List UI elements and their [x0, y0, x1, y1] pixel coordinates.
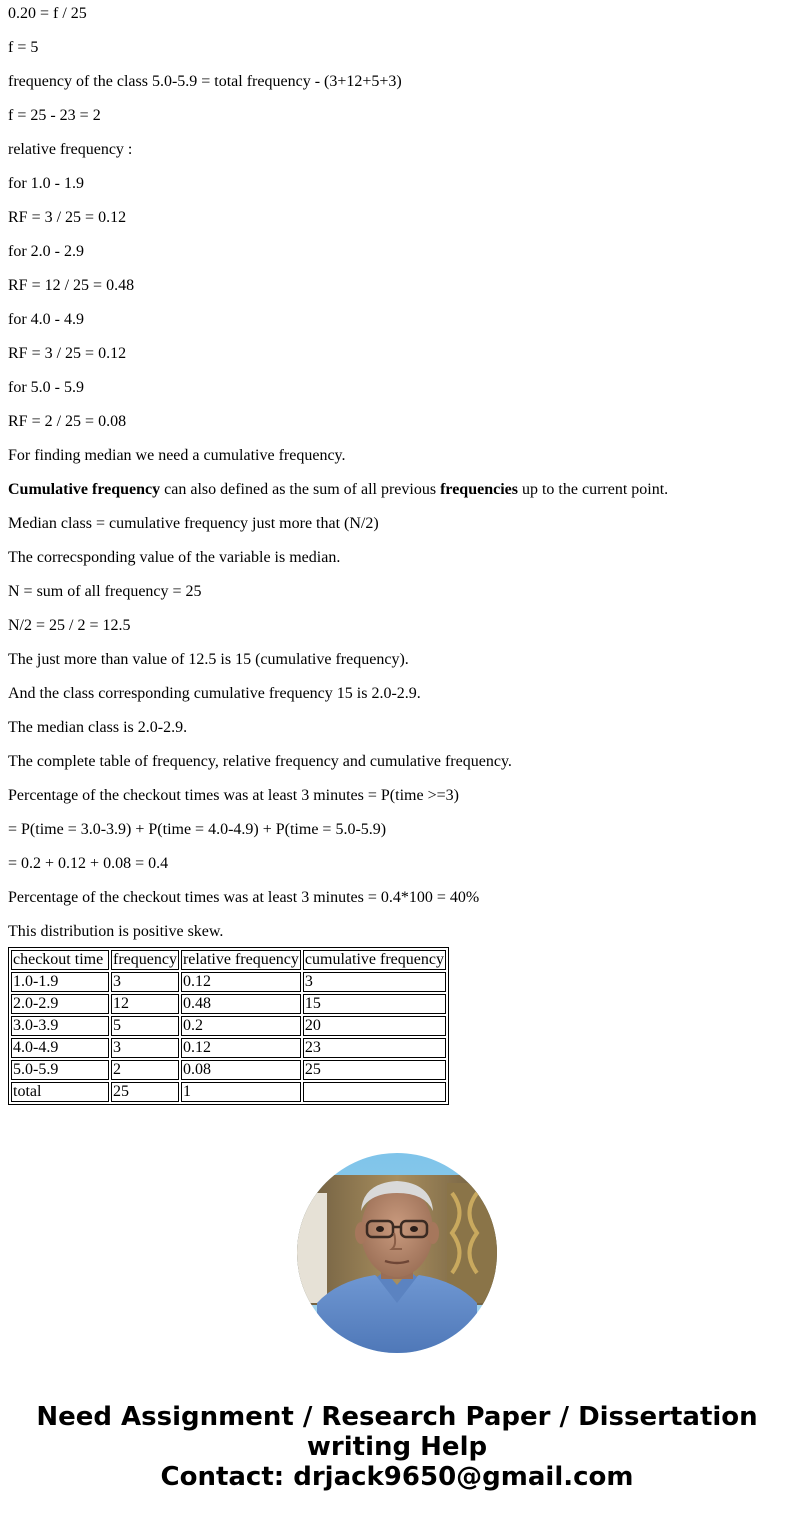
solution-content — [8, 0, 786, 1105]
table-header-cell: cumulative frequency — [304, 951, 444, 968]
table-cell: 3 — [111, 972, 179, 992]
solution-line: 0.20 = f / 25 — [8, 5, 87, 22]
solution-line: RF = 3 / 25 = 0.12 — [8, 209, 127, 226]
avatar — [297, 1153, 497, 1353]
table-cell: 3.0-3.9 — [11, 1016, 109, 1036]
table-row — [11, 1038, 446, 1058]
promo-line: Need Assignment / Research Paper / Dissertation — [36, 1402, 758, 1432]
table-cell: 5 — [111, 1016, 179, 1036]
table-header-cell: frequency — [113, 951, 177, 968]
solution-line: And the class corresponding cumulative frequency 15 is 2.0-2.9. — [8, 685, 421, 702]
solution-line: The just more than value of 12.5 is 15 (cumulative frequency). — [8, 651, 409, 668]
table-row — [11, 994, 446, 1014]
table-cell: 0.08 — [181, 1060, 301, 1080]
table-cell: 0.2 — [181, 1016, 301, 1036]
promo-banner — [0, 1402, 794, 1492]
solution-line: for 5.0 - 5.9 — [8, 379, 84, 396]
solution-line: The median class is 2.0-2.9. — [8, 719, 188, 736]
table-cell: 0.12 — [181, 972, 301, 992]
solution-line: for 4.0 - 4.9 — [8, 311, 84, 328]
solution-line: The correcsponding value of the variable is median. — [8, 549, 341, 566]
table-cell: 0.12 — [181, 1038, 301, 1058]
table-cell: 1.0-1.9 — [11, 972, 109, 992]
definition-term: frequencies — [440, 481, 518, 498]
table-header-row — [11, 950, 446, 970]
solution-line: f = 25 - 23 = 2 — [8, 107, 101, 124]
table-cell: 20 — [303, 1016, 446, 1036]
solution-line: The complete table of frequency, relative frequency and cumulative frequency. — [8, 753, 512, 770]
table-cell: 2.0-2.9 — [11, 994, 109, 1014]
solution-line: This distribution is positive skew. — [8, 923, 224, 940]
solution-line: relative frequency : — [8, 141, 133, 158]
solution-line: Percentage of the checkout times was at least 3 minutes = 0.4*100 = 40% — [8, 889, 480, 906]
solution-line: RF = 2 / 25 = 0.08 — [8, 413, 127, 430]
table-row — [11, 1060, 446, 1080]
solution-line: for 1.0 - 1.9 — [8, 175, 84, 192]
table-cell: 25 — [111, 1082, 179, 1102]
solution-line: RF = 3 / 25 = 0.12 — [8, 345, 127, 362]
solution-line: for 2.0 - 2.9 — [8, 243, 84, 260]
table-cell: total — [11, 1082, 109, 1102]
promo-contact: Contact: drjack9650@gmail.com — [160, 1462, 634, 1492]
table-row — [11, 1016, 446, 1036]
table-cell: 0.48 — [181, 994, 301, 1014]
table-row — [11, 972, 446, 992]
definition-text: can also defined as the sum of all previous — [160, 481, 441, 498]
table-cell: 23 — [303, 1038, 446, 1058]
table-cell: 25 — [303, 1060, 446, 1080]
solution-line: For finding median we need a cumulative frequency. — [8, 447, 346, 464]
table-cell — [303, 1082, 446, 1102]
solution-line: N/2 = 25 / 2 = 12.5 — [8, 617, 131, 634]
cumulative-frequency-definition — [8, 476, 786, 510]
solution-line: f = 5 — [8, 39, 39, 56]
table-row — [11, 1082, 446, 1102]
solution-line: Percentage of the checkout times was at least 3 minutes = P(time >=3) — [8, 787, 459, 804]
table-header-cell: checkout time — [11, 950, 109, 970]
solution-line: = 0.2 + 0.12 + 0.08 = 0.4 — [8, 855, 169, 872]
table-cell: 2 — [111, 1060, 179, 1080]
frequency-table — [8, 947, 449, 1105]
table-cell: 5.0-5.9 — [11, 1060, 109, 1080]
solution-line: RF = 12 / 25 = 0.48 — [8, 277, 135, 294]
definition-text: up to the current point. — [517, 481, 669, 498]
solution-line: Median class = cumulative frequency just more that (N/2) — [8, 515, 379, 532]
table-header-cell: relative frequency — [182, 951, 299, 968]
solution-line: = P(time = 3.0-3.9) + P(time = 4.0-4.9) + P(time = 5.0-5.9) — [8, 821, 387, 838]
promo-line: writing Help — [306, 1432, 488, 1462]
table-cell: 12 — [111, 994, 179, 1014]
table-cell: 15 — [303, 994, 446, 1014]
solution-line: N = sum of all frequency = 25 — [8, 583, 202, 600]
table-cell: 4.0-4.9 — [11, 1038, 109, 1058]
table-cell: 3 — [303, 972, 446, 992]
tutor-portrait-image — [297, 1153, 497, 1353]
solution-line: frequency of the class 5.0-5.9 = total frequency - (3+12+5+3) — [8, 73, 402, 90]
table-cell: 3 — [111, 1038, 179, 1058]
table-cell: 1 — [181, 1082, 301, 1102]
definition-term: Cumulative frequency — [8, 481, 161, 498]
